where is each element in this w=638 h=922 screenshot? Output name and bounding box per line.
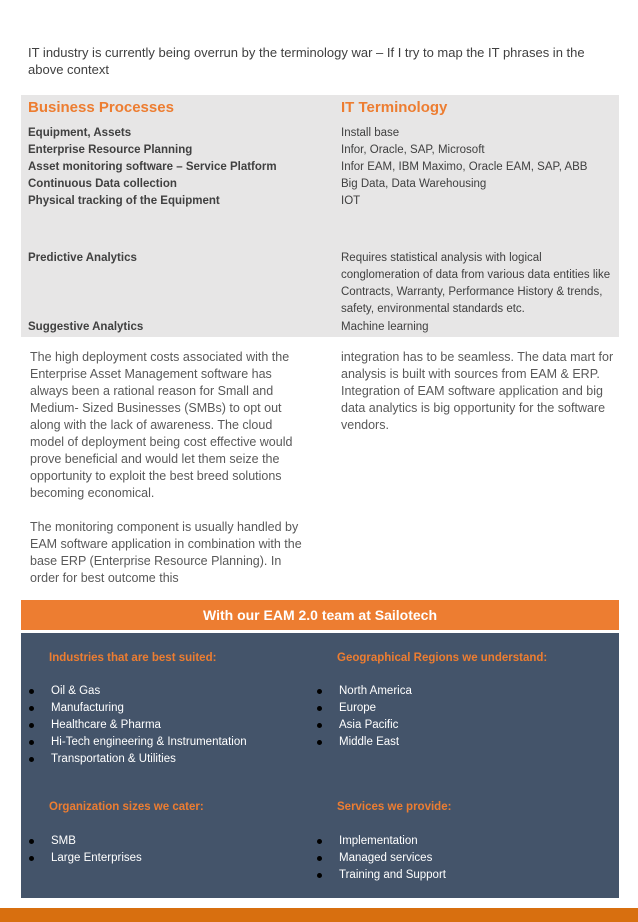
list-item: Asia Pacific: [309, 717, 412, 734]
list-item: North America: [309, 683, 412, 700]
business-cell: Continuous Data collection: [28, 178, 177, 190]
list-item: SMB: [21, 833, 142, 850]
team-banner: With our EAM 2.0 team at Sailotech: [21, 600, 619, 630]
list-item: Hi-Tech engineering & Instrumentation: [21, 734, 247, 751]
regions-title: Geographical Regions we understand:: [337, 652, 548, 664]
it-cell: Infor EAM, IBM Maximo, Oracle EAM, SAP, ABB: [341, 161, 588, 173]
terminology-table: [21, 95, 619, 337]
list-item: Transportation & Utilities: [21, 751, 247, 768]
column-header-it: IT Terminology: [341, 99, 448, 116]
services-list: [309, 833, 446, 884]
sizes-list: [21, 833, 142, 867]
business-cell: Predictive Analytics: [28, 252, 137, 264]
list-item: Healthcare & Pharma: [21, 717, 247, 734]
body-paragraph: integration has to be seamless. The data mart for analysis is built with sources from EAM & ERP. Integration of EAM software application and big data analytics is big opportunity for the software vendors.: [341, 350, 614, 432]
it-cell: IOT: [341, 195, 361, 207]
list-item: Training and Support: [309, 867, 446, 884]
list-item: Managed services: [309, 850, 446, 867]
list-item: Implementation: [309, 833, 446, 850]
column-header-business: Business Processes: [28, 99, 174, 116]
industries-title: Industries that are best suited:: [49, 652, 217, 664]
it-cell: Requires statistical analysis with logical conglomeration of data from various data entities like Contracts, Warranty, Performance History & trends, safety, environmental standards etc.: [341, 252, 611, 315]
business-cell: Asset monitoring software – Service Platform: [28, 161, 277, 173]
list-item: Europe: [309, 700, 412, 717]
regions-list: [309, 683, 412, 751]
it-cell: Machine learning: [341, 321, 429, 333]
list-item: Middle East: [309, 734, 412, 751]
services-title: Services we provide:: [337, 801, 452, 813]
business-cell: Physical tracking of the Equipment: [28, 195, 220, 207]
it-cell: Big Data, Data Warehousing: [341, 178, 487, 190]
body-column-left: [30, 349, 305, 587]
intro-text: IT industry is currently being overrun by the terminology war – If I try to map the IT phrases in the above context: [28, 45, 585, 77]
body-column-right: [341, 349, 616, 434]
list-item: Oil & Gas: [21, 683, 247, 700]
footer-bar: [0, 908, 638, 922]
body-paragraph: The high deployment costs associated with the Enterprise Asset Management software has always been a rational reason for Small and Medium- Sized Businesses (SMBs) to opt out along with the lack of awareness. The cloud model of deployment being cost effective would prove beneficial and would let them seize the opportunity to exploit the best breed solutions becoming economical.: [30, 350, 293, 500]
sizes-title: Organization sizes we cater:: [49, 801, 204, 813]
it-cell: Install base: [341, 127, 400, 139]
business-cell: Suggestive Analytics: [28, 321, 144, 333]
business-cell: Equipment, Assets: [28, 127, 132, 139]
list-item: Large Enterprises: [21, 850, 142, 867]
industries-list: [21, 683, 247, 768]
it-cell: Infor, Oracle, SAP, Microsoft: [341, 144, 485, 156]
business-cell: Enterprise Resource Planning: [28, 144, 193, 156]
list-item: Manufacturing: [21, 700, 247, 717]
body-paragraph: The monitoring component is usually handled by EAM software application in combination with the base ERP (Enterprise Resource Planning). In order for best outcome this: [30, 520, 302, 585]
capabilities-panel: [21, 633, 619, 898]
